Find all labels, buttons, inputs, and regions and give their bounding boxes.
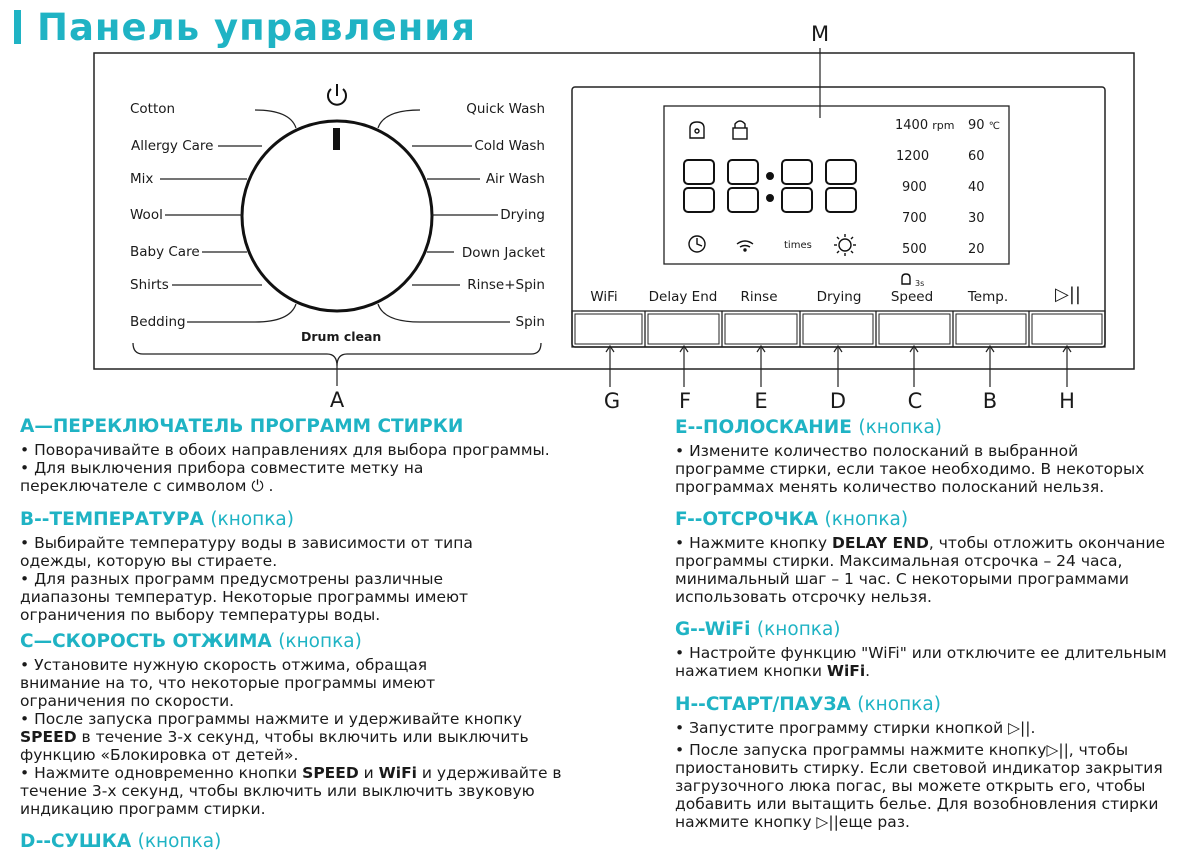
rpm-500: 500 bbox=[902, 242, 927, 257]
label-h: H bbox=[1059, 389, 1075, 413]
program-wool: Wool bbox=[130, 207, 163, 223]
section-a-line: • Для выключения прибора совместите метку на bbox=[20, 459, 424, 477]
temp-90: 90 ℃ bbox=[968, 118, 1000, 133]
program-bedding: Bedding bbox=[130, 314, 186, 330]
section-d-heading: D--СУШКА (кнопка) bbox=[20, 831, 222, 852]
section-c-line: • Установите нужную скорость отжима, обращая bbox=[20, 656, 428, 674]
section-h-line: приостановить стирку. Если световой индикатор закрытия bbox=[675, 759, 1163, 777]
label-f: F bbox=[678, 389, 692, 413]
page-title: Панель управления bbox=[37, 5, 476, 49]
program-cold-wash: Cold Wash bbox=[474, 138, 545, 154]
section-c-line: течение 3-х секунд, чтобы включить или выключить звуковую bbox=[20, 782, 535, 800]
speed-button[interactable]: Speed bbox=[890, 289, 934, 305]
program-baby-care: Baby Care bbox=[130, 244, 200, 260]
section-d bbox=[20, 831, 580, 856]
delay-end-button[interactable]: Delay End bbox=[648, 289, 718, 305]
section-c-heading: C—СКОРОСТЬ ОТЖИМА (кнопка) bbox=[20, 631, 362, 652]
section-f bbox=[675, 509, 1185, 606]
section-h-line: • После запуска программы нажмите кнопку▷||, чтобы bbox=[675, 741, 1129, 759]
section-e-line: • Измените количество полосканий в выбранной bbox=[675, 442, 1079, 460]
section-g-heading: G--WiFi (кнопка) bbox=[675, 619, 841, 640]
section-c-line: внимание на то, что некоторые программы имеют bbox=[20, 674, 436, 692]
program-shirts: Shirts bbox=[130, 277, 169, 293]
power-icon bbox=[328, 84, 346, 105]
section-f-line: программы стирки. Максимальная отсрочка – 24 часа, bbox=[675, 552, 1123, 570]
section-h bbox=[675, 694, 1185, 831]
section-h-heading: H--СТАРТ/ПАУЗА (кнопка) bbox=[675, 694, 941, 715]
wifi-icon bbox=[737, 241, 753, 251]
temp-60: 60 bbox=[968, 149, 985, 164]
section-f-heading: F--ОТСРОЧКА (кнопка) bbox=[675, 509, 909, 530]
rpm-900: 900 bbox=[902, 180, 927, 195]
section-b-line: • Выбирайте температуру воды в зависимости от типа bbox=[20, 534, 473, 552]
temp-20: 20 bbox=[968, 242, 985, 257]
section-c-line: индикацию программ стирки. bbox=[20, 800, 266, 818]
times-label: times bbox=[784, 240, 812, 251]
start-pause-button[interactable]: ▷|| bbox=[1055, 284, 1081, 305]
rpm-1400: 1400 rpm bbox=[895, 118, 955, 133]
section-h-line: нажмите кнопку ▷||еще раз. bbox=[675, 813, 910, 831]
section-h-line: добавить или вытащить белье. Для возобновления стирки bbox=[675, 795, 1159, 813]
program-rinse-spin: Rinse+Spin bbox=[467, 277, 545, 293]
program-cotton: Cotton bbox=[130, 101, 176, 117]
section-g-line: нажатием кнопки WiFi. bbox=[675, 662, 871, 680]
section-c-line: ограничения по скорости. bbox=[20, 692, 235, 710]
section-b-line: диапазоны температур. Некоторые программы имеют bbox=[20, 588, 469, 606]
program-drum-clean: Drum clean bbox=[301, 329, 382, 344]
lcd-digits bbox=[684, 160, 856, 212]
drying-button[interactable]: Drying bbox=[816, 289, 862, 305]
dial-marker bbox=[333, 128, 340, 150]
program-spin: Spin bbox=[515, 314, 545, 330]
display-frame bbox=[572, 87, 1105, 347]
section-e-heading: E--ПОЛОСКАНИЕ (кнопка) bbox=[675, 417, 943, 438]
program-down-jacket: Down Jacket bbox=[461, 245, 545, 261]
section-e-line: программе стирки, если такое необходимо. В некоторых bbox=[675, 460, 1145, 478]
dial-bracket bbox=[133, 343, 541, 366]
section-c bbox=[20, 631, 580, 818]
temp-30: 30 bbox=[968, 211, 985, 226]
section-b-line: одежды, которую вы стираете. bbox=[20, 552, 278, 570]
rpm-700: 700 bbox=[902, 211, 927, 226]
section-f-line: минимальный шаг – 1 час. С некоторыми программами bbox=[675, 570, 1129, 588]
program-air-wash: Air Wash bbox=[485, 171, 545, 187]
delay-clock-icon bbox=[689, 236, 705, 252]
section-c-line: • Нажмите одновременно кнопки SPEED и WiFi и удерживайте в bbox=[20, 764, 562, 782]
child-lock-icon bbox=[690, 122, 704, 138]
section-h-line: • Запустите программу стирки кнопкой ▷||. bbox=[675, 719, 1036, 737]
section-a-line: переключателе с символом ⏻ . bbox=[20, 477, 274, 495]
program-drying: Drying bbox=[500, 207, 545, 223]
section-c-line: • После запуска программы нажмите и удерживайте кнопку bbox=[20, 710, 522, 728]
section-a bbox=[20, 416, 580, 495]
left-leader-lines bbox=[160, 146, 262, 322]
label-a: A bbox=[329, 388, 345, 412]
section-b bbox=[20, 509, 580, 624]
rpm-1200: 1200 bbox=[896, 149, 930, 164]
temp-button[interactable]: Temp. bbox=[967, 289, 1009, 305]
section-a-line: • Поворачивайте в обоих направлениях для выбора программы. bbox=[20, 441, 550, 459]
section-e-line: программах менять количество полосканий нельзя. bbox=[675, 478, 1105, 496]
sun-drying-icon bbox=[834, 234, 856, 256]
program-mix: Mix bbox=[130, 171, 154, 187]
label-g: G bbox=[603, 389, 621, 413]
section-a-heading: A—ПЕРЕКЛЮЧАТЕЛЬ ПРОГРАММ СТИРКИ bbox=[20, 416, 464, 437]
section-b-line: ограничения по выбору температуры воды. bbox=[20, 606, 381, 624]
section-b-heading: B--ТЕМПЕРАТУРА (кнопка) bbox=[20, 509, 294, 530]
rinse-button[interactable]: Rinse bbox=[740, 289, 778, 305]
program-quick-wash: Quick Wash bbox=[466, 101, 545, 117]
child-lock-3s-icon bbox=[902, 274, 910, 284]
temp-40: 40 bbox=[968, 180, 985, 195]
section-e bbox=[675, 417, 1185, 496]
section-h-line: загрузочного люка погас, вы можете открыть его, чтобы bbox=[675, 777, 1146, 795]
section-f-line: использовать отсрочку нельзя. bbox=[675, 588, 932, 606]
lock-3s-label: 3s bbox=[915, 279, 925, 288]
program-allergy-care: Allergy Care bbox=[131, 138, 214, 154]
door-lock-icon bbox=[733, 121, 747, 139]
label-m: M bbox=[810, 22, 830, 46]
label-e: E bbox=[754, 389, 768, 413]
label-c: C bbox=[907, 389, 923, 413]
button-row bbox=[572, 311, 1105, 347]
label-d: D bbox=[829, 389, 847, 413]
section-f-line: • Нажмите кнопку DELAY END, чтобы отложить окончание bbox=[675, 534, 1166, 552]
control-panel-diagram bbox=[0, 0, 1200, 420]
section-g bbox=[675, 619, 1185, 680]
label-b: B bbox=[982, 389, 998, 413]
section-g-line: • Настройте функцию "WiFi" или отключите ее длительным bbox=[675, 644, 1167, 662]
section-c-line: SPEED в течение 3-х секунд, чтобы включить или выключить bbox=[20, 728, 529, 746]
wifi-button[interactable]: WiFi bbox=[590, 289, 618, 305]
section-b-line: • Для разных программ предусмотрены различные bbox=[20, 570, 444, 588]
section-c-line: функцию «Блокировка от детей». bbox=[20, 746, 299, 764]
